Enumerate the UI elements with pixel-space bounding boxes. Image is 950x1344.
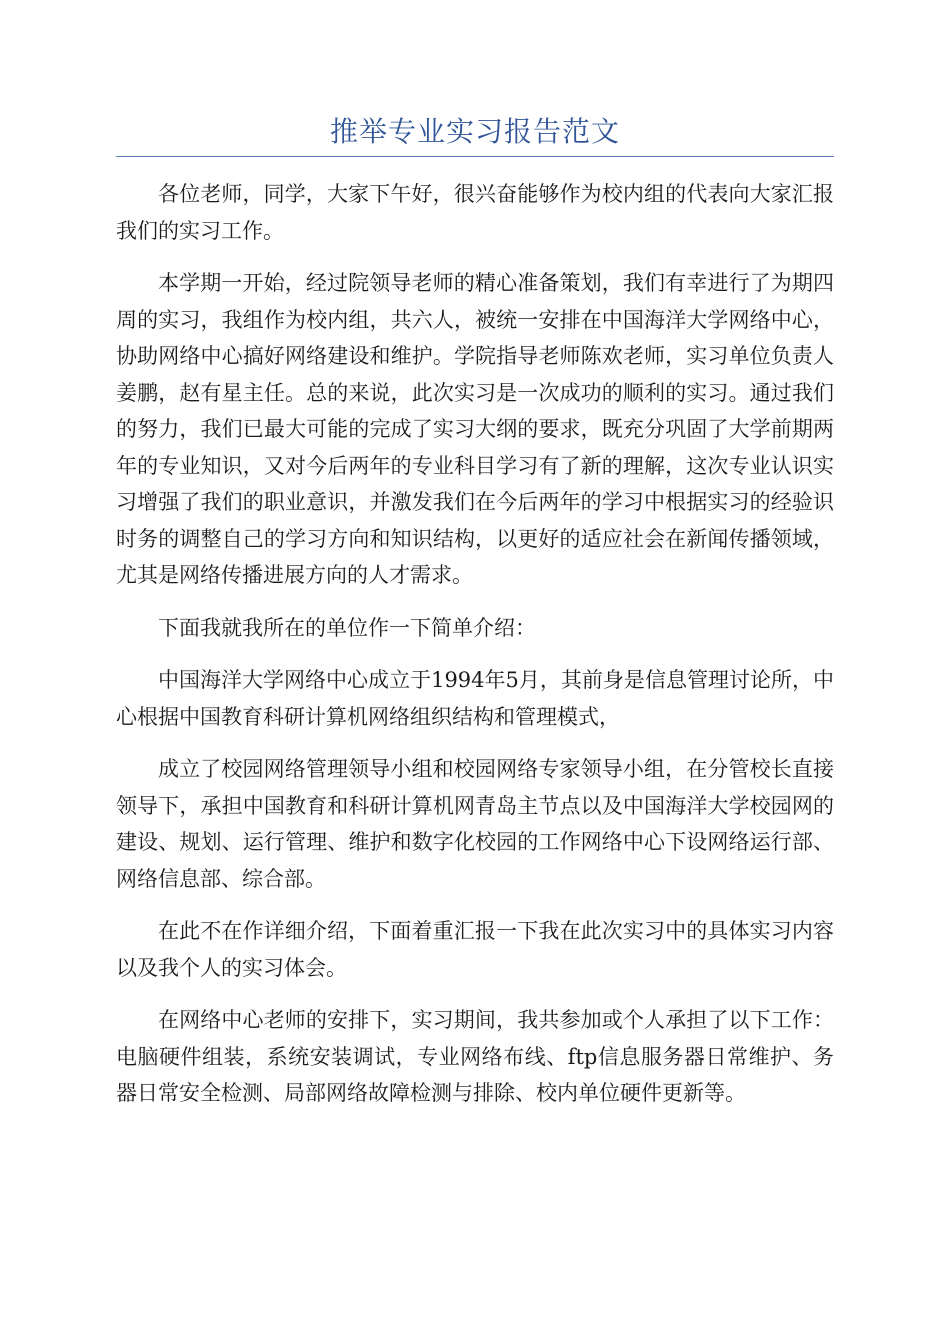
paragraph-work-items: 在网络中心老师的安排下，实习期间，我共参加或个人承担了以下工作：电脑硬件组装，系统安装调试，专业网络布线、ftp信息服务器日常维护、务器日常安全检测、局部网络故障检测与排除、校内单位硬件更新等。 bbox=[116, 1008, 834, 1105]
paragraph-transition: 在此不在作详细介绍，下面着重汇报一下我在此次实习中的具体实习内容以及我个人的实习体会。 bbox=[116, 919, 834, 980]
document-body bbox=[116, 176, 834, 1128]
document-title: 推举专业实习报告范文 bbox=[329, 115, 620, 148]
paragraph-overview: 本学期一开始，经过院领导老师的精心准备策划，我们有幸进行了为期四周的实习，我组作为校内组，共六人，被统一安排在中国海洋大学网络中心，协助网络中心搞好网络建设和维护。学院指导老师陈欢老师，实习单位负责人姜鹏，赵有星主任。总的来说，此次实习是一次成功的顺利的实习。通过我们的努力，我们已最大可能的完成了实习大纲的要求，既充分巩固了大学前期两年的专业知识，又对今后两年的专业科目学习有了新的理解，这次专业认识实习增强了我们的职业意识，并激发我们在今后两年的学习中根据实习的经验识时务的调整自己的学习方向和知识结构，以更好的适应社会在新闻传播领域，尤其是网络传播进展方向的人才需求。 bbox=[116, 271, 834, 587]
paragraph-center-history: 中国海洋大学网络中心成立于1994年5月，其前身是信息管理讨论所，中心根据中国教育科研计算机网络组织结构和管理模式， bbox=[116, 668, 834, 729]
paragraph-greeting: 各位老师，同学，大家下午好，很兴奋能够作为校内组的代表向大家汇报我们的实习工作。 bbox=[116, 182, 834, 243]
paragraph-center-structure: 成立了校园网络管理领导小组和校园网络专家领导小组，在分管校长直接领导下，承担中国教育和科研计算机网青岛主节点以及中国海洋大学校园网的建设、规划、运行管理、维护和数字化校园的工作网络中心下设网络运行部、网络信息部、综合部。 bbox=[116, 757, 834, 891]
title-section bbox=[116, 108, 834, 157]
paragraph-intro-lead: 下面我就我所在的单位作一下简单介绍： bbox=[158, 615, 536, 640]
